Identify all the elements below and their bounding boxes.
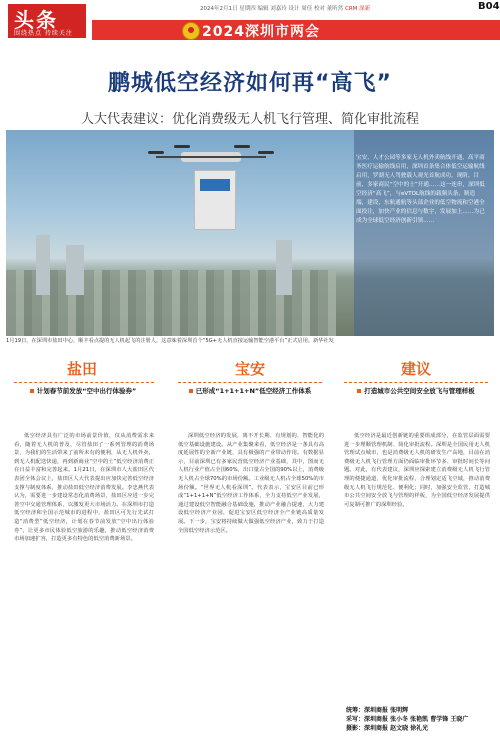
rotor-icon (258, 151, 274, 154)
logo-text: 头条 (14, 8, 58, 32)
divider (178, 382, 322, 383)
page-code: B04 (478, 1, 500, 12)
section-banner (92, 20, 500, 40)
column-subheading-suggestion: 打造城市公共空间安全放飞与管理样板 (341, 386, 491, 395)
date-info: 2024年2月1日 星期四 编辑 刘嘉玲 设计 周佳 校对 董昕然 (200, 6, 344, 12)
column-body-suggestion: 低空经济是最近创新链的重要组成部分，在监管层面需要进一步理顺管理机制、简化审批流程。深圳是全国民用无人机管理试点城市，也是消费级无人机的研发生产高地，目前在消费级无人机飞行管理方面仍面临审批环节多、审批时间长等问题。对此，有代表建议，深圳应探索建立消费级无人机飞行管理的便捷通道，优化审批流程，合理划定适飞空域，推动消费级无人机飞行规范化、便利化；同时，加强安全监管，打造城市公共空间安全放飞与管理的样板，为全国低空经济发展提供可复制可推广的深圳经验。 (344, 433, 490, 508)
credit-line: 统筹：深圳商报 张明辉 (346, 707, 409, 714)
divider (344, 382, 488, 383)
building (66, 245, 84, 295)
credits (346, 706, 468, 733)
column-heading-baoan: 宝安 (234, 360, 265, 378)
overlay-text: 宝安、人才公园等多家无人机外卖航线开通，高平商务医疗运输航线启用，深圳首条集合体低空运输航线启用，罗湖无人驾驶载人观光首航成功，现阶，目前，多家商民“空中的士”开通……这一连串，深圳低空经济“高飞”，与eVTOL航线的载频头条，制造端，建设，东航通航等头部企业的低空物流和空港全面投注，加快产业的信息与数字，发展加上……为已成为全球低空经济创新引领…… (356, 155, 485, 224)
column-body-yantian: 低空经济具有广泛的市场前景价值，仅从消费需求来看，随着无人机的普及，尽管盐田了一系列管理的消费场景，为我们的生活带来了前所未有的便利，从无人机外卖，到无人机配送快递，再到新商业“空中的士”低空经济消费正在日益丰富和完善起来。1月21日，在深圳市人大盐田区代表团全体会议上，盐田区人大代表提出应加快完善低空经济支撑与制度体系，推动盐田低空经济消费发展。李忠燕代表认为，需要进一步建设常态化消费场景，盐田区应进一步完善空中交通管理体系，以激发更大市场活力。在深圳市打造低空经济和全国示范城市的进程中，盐田区可先行先试打造“消费型”低空经济，计划在春节前发放“空中出行体验券”，让更多市民体验低空旅游的乐趣，推动低空经济消费市场加速扩容，打造更多有特色的低空消费新场景。 (14, 433, 154, 543)
rotor-icon (148, 151, 164, 154)
column-body-baoan: 深圳低空经济的发展，离不开长期、有规划的、智能化的低空基础设施建设。从产业集聚来看，低空经济是一条具有高度延展性的全新产业链，具有极强的产业带动作用。有数据显示，目前深圳已有多家民营低空经济产业基础，其中，图而无人机行业产值占全国60%，出口量占全国的90%以上，消费级无人机占全球70%的市场份额。工业级无人机占全球50%的市场份额。“世界无人机看深圳”。代表表示，宝安区目前已形成“1+1+1+N”低空经济工作体系，全力支持低空产业发展，通过建设低空智能融合基础设施，推动产业融合提速，大力建设低空经济产业园，促进宝安区低空经济全产业链高质量发展。下一步，宝安将持续做大做强低空经济产业，致力于打造全国低空经济示范区。 (178, 433, 324, 534)
rotor-icon (174, 145, 190, 148)
delivery-box (194, 170, 236, 230)
credit-line: 摄影：深圳商报 赵文晓 徐礼光 (346, 725, 429, 732)
column-heading-yantian: 盐田 (66, 360, 97, 378)
drone-arm (156, 156, 266, 158)
column-subheading-baoan: 已形成“1+1+1+N”低空经济工作体系 (175, 386, 325, 395)
article-title: 鹏城低空经济如何再“高飞” (108, 71, 392, 96)
column-heading-suggestion: 建议 (400, 360, 431, 378)
logo-slogan: 围绕热点 持续关注 (14, 30, 73, 37)
issue-info (200, 4, 370, 12)
building (276, 240, 292, 295)
box-label (200, 179, 230, 191)
photo-caption: 1月19日，在深圳市盐田中心，顺丰看点提的无人机起飞的注册人。这意味着深圳首个“5G+无人机直接运输智能空港平台”正式启用。新华社发 (6, 338, 334, 344)
building (36, 235, 50, 295)
section-logo (8, 4, 86, 38)
banner-title: 2024深圳市两会 (202, 24, 320, 40)
article-subtitle: 人大代表建议：优化消费级无人机飞行管理、简化审批流程 (80, 112, 419, 127)
emblem-icon (182, 22, 200, 40)
crm-tag: CRM 深新 (345, 6, 371, 12)
divider (14, 382, 154, 383)
column-subheading-yantian: 计划春节前发放“空中出行体验券” (8, 386, 158, 395)
credit-line: 采写：深圳商报 张小冬 张艳凯 曹学锋 王晓广 (346, 716, 469, 723)
rotor-icon (234, 145, 250, 148)
